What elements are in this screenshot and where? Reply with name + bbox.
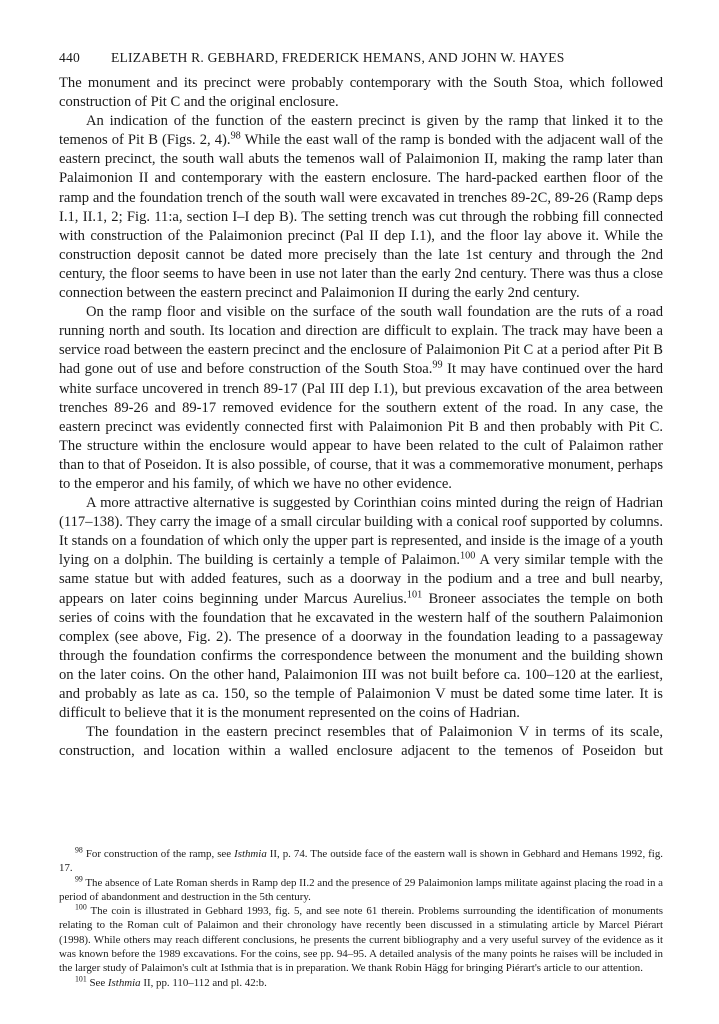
text-run: The absence of Late Roman sherds in Ramp dep II.2 and the presence of 29 Palaimonion lamps militate against placing the road in a period of abandonment and destruction in the 5th century. xyxy=(59,876,663,903)
footnote xyxy=(59,976,663,990)
document-page xyxy=(59,50,664,989)
text-run: While the east wall of the ramp is bonded with the adjacent wall of the eastern precinct, the south wall abuts the temenos wall of Palaimonion II, making the ramp later than Palaimonion II and contemporary with the eastern enclosure. The hard-packed earthen floor of the ramp and the foundation trench of the south wall were excavated in trenches 89-2C, 89-26 (Ramp deps I.1, II.1, 2; Fig. 11:a, section I–I dep B). The setting trench was cut through the robbing fill connected with construction of the Palaimonion precinct (Pal II dep I.1), and the floor lay above it. While the construction deposit cannot be dated more precisely than the late 1st century and through the 2nd century, the floor seems to have been in use not later than the early 2nd century. There was thus a close connection between the eastern precinct and Palaimonion II during the early 2nd century. xyxy=(59,132,663,302)
paragraph xyxy=(59,494,663,723)
paragraph xyxy=(59,303,663,494)
footnote-reference: 99 xyxy=(75,874,83,884)
text-run: The monument and its precinct were probably contemporary with the South Stoa, which followed construction of Pit C and the original enclosure. xyxy=(59,75,663,111)
running-header xyxy=(59,50,663,74)
paragraph xyxy=(59,74,663,112)
footnote-reference: 98 xyxy=(230,130,241,142)
main-text xyxy=(59,74,663,761)
paragraph xyxy=(59,723,663,761)
footnotes xyxy=(59,847,663,990)
italic-title: Isthmia xyxy=(234,848,267,860)
footnote-reference: 98 xyxy=(75,845,83,855)
footnote xyxy=(59,876,663,905)
text-run: On the ramp floor and visible on the surface of the south wall foundation are the ruts of a road running north and south. Its location and direction are difficult to explain. The track may have been a service road between the eastern precinct and the enclosure of Palaimonion Pit C at a period after Pit B had gone out of use and before construction of the South Stoa. xyxy=(59,304,663,378)
text-run: II, p. 74. The outside face of the eastern wall is shown in Gebhard and Hemans 1992, fig. 17. xyxy=(59,848,663,875)
text-run: A very similar temple with the same statue but with added features, such as a doorway in the podium and a tree and bull nearby, appears on later coins beginning under Marcus Aurelius. xyxy=(59,552,663,607)
footnote-reference: 101 xyxy=(75,974,87,984)
text-run: II, pp. 110–112 and pl. 42:b. xyxy=(140,976,267,989)
paragraph xyxy=(59,112,663,303)
page-number: 440 xyxy=(59,50,80,65)
text-run: It may have continued over the hard white surface uncovered in trench 89-17 (Pal III dep I.1), but previous excavation of the area between trenches 89-26 and 89-17 removed evidence for the southern extent of the road. In any case, the eastern precinct was evidently connected first with Palaimonion Pit B and then probably with Pit C. The structure within the enclosure would appear to have been related to the cult of Palaimon rather than to that of Poseidon. It is also possible, of course, that it was a commemorative monument, perhaps to the emperor and his family, of which we have no other evidence. xyxy=(59,361,664,492)
footnote-reference: 100 xyxy=(460,550,476,562)
text-run: Broneer associates the temple on both series of coins with the foundation that he excavated in the western half of the southern Palaimonion complex (see above, Fig. 2). The presence of a doorway in the foundation leading to a passageway through the foundation confirms the correspondence between the monument and the building shown on the later coins. On the other hand, Palaimonion III was not built before ca. 100–120 at the earliest, and probably as late as ca. 150, so the temple of Palaimonion V must be dated some time later. It is difficult to believe that it is the monument represented on the coins of Hadrian. xyxy=(59,590,663,722)
footnote xyxy=(59,847,663,876)
footnote-reference: 101 xyxy=(406,588,423,600)
footnote xyxy=(59,904,663,975)
running-head: ELIZABETH R. GEBHARD, FREDERICK HEMANS, AND JOHN W. HAYES xyxy=(111,50,565,65)
text-run: For construction of the ramp, see xyxy=(82,848,235,860)
footnote-reference: 99 xyxy=(432,359,443,371)
text-run: The foundation in the eastern precinct resembles that of Palaimonion V in terms of its scale, construction, and location within a walled enclosure adjacent to the temenos of Poseidon but xyxy=(59,724,663,760)
text-run: See xyxy=(86,976,108,989)
italic-title: Isthmia xyxy=(107,976,141,989)
text-run: An indication of the function of the eastern precinct is given by the ramp that linked it to the temenos of Pit B (Figs. 2, 4). xyxy=(59,113,663,149)
text-run: The coin is illustrated in Gebhard 1993, fig. 5, and see note 61 therein. Problems surrounding the identification of monuments relating to the Roman cult of Palaimon and their chronology have recently been discussed in a stimulating article by Marcel Piérart (1998). While others may reach different conclusions, he presents the current bibliography and a very useful survey of the evidence as it was known before the 1989 excavations. For the coins, see pp. 94–95. A detailed analysis of the many points he raises will be included in the larger study of Palaimon's cult at Isthmia that is in preparation. We thank Robin Hägg for bringing Piérart's article to our attention. xyxy=(59,905,663,975)
text-run: A more attractive alternative is suggested by Corinthian coins minted during the reign of Hadrian (117–138). They carry the image of a small circular building with a conical roof supported by columns. It stands on a foundation of which only the upper part is represented, and inside is the image of a youth lying on a dolphin. The building is certainly a temple of Palaimon. xyxy=(59,495,663,569)
footnote-reference: 100 xyxy=(75,902,87,912)
